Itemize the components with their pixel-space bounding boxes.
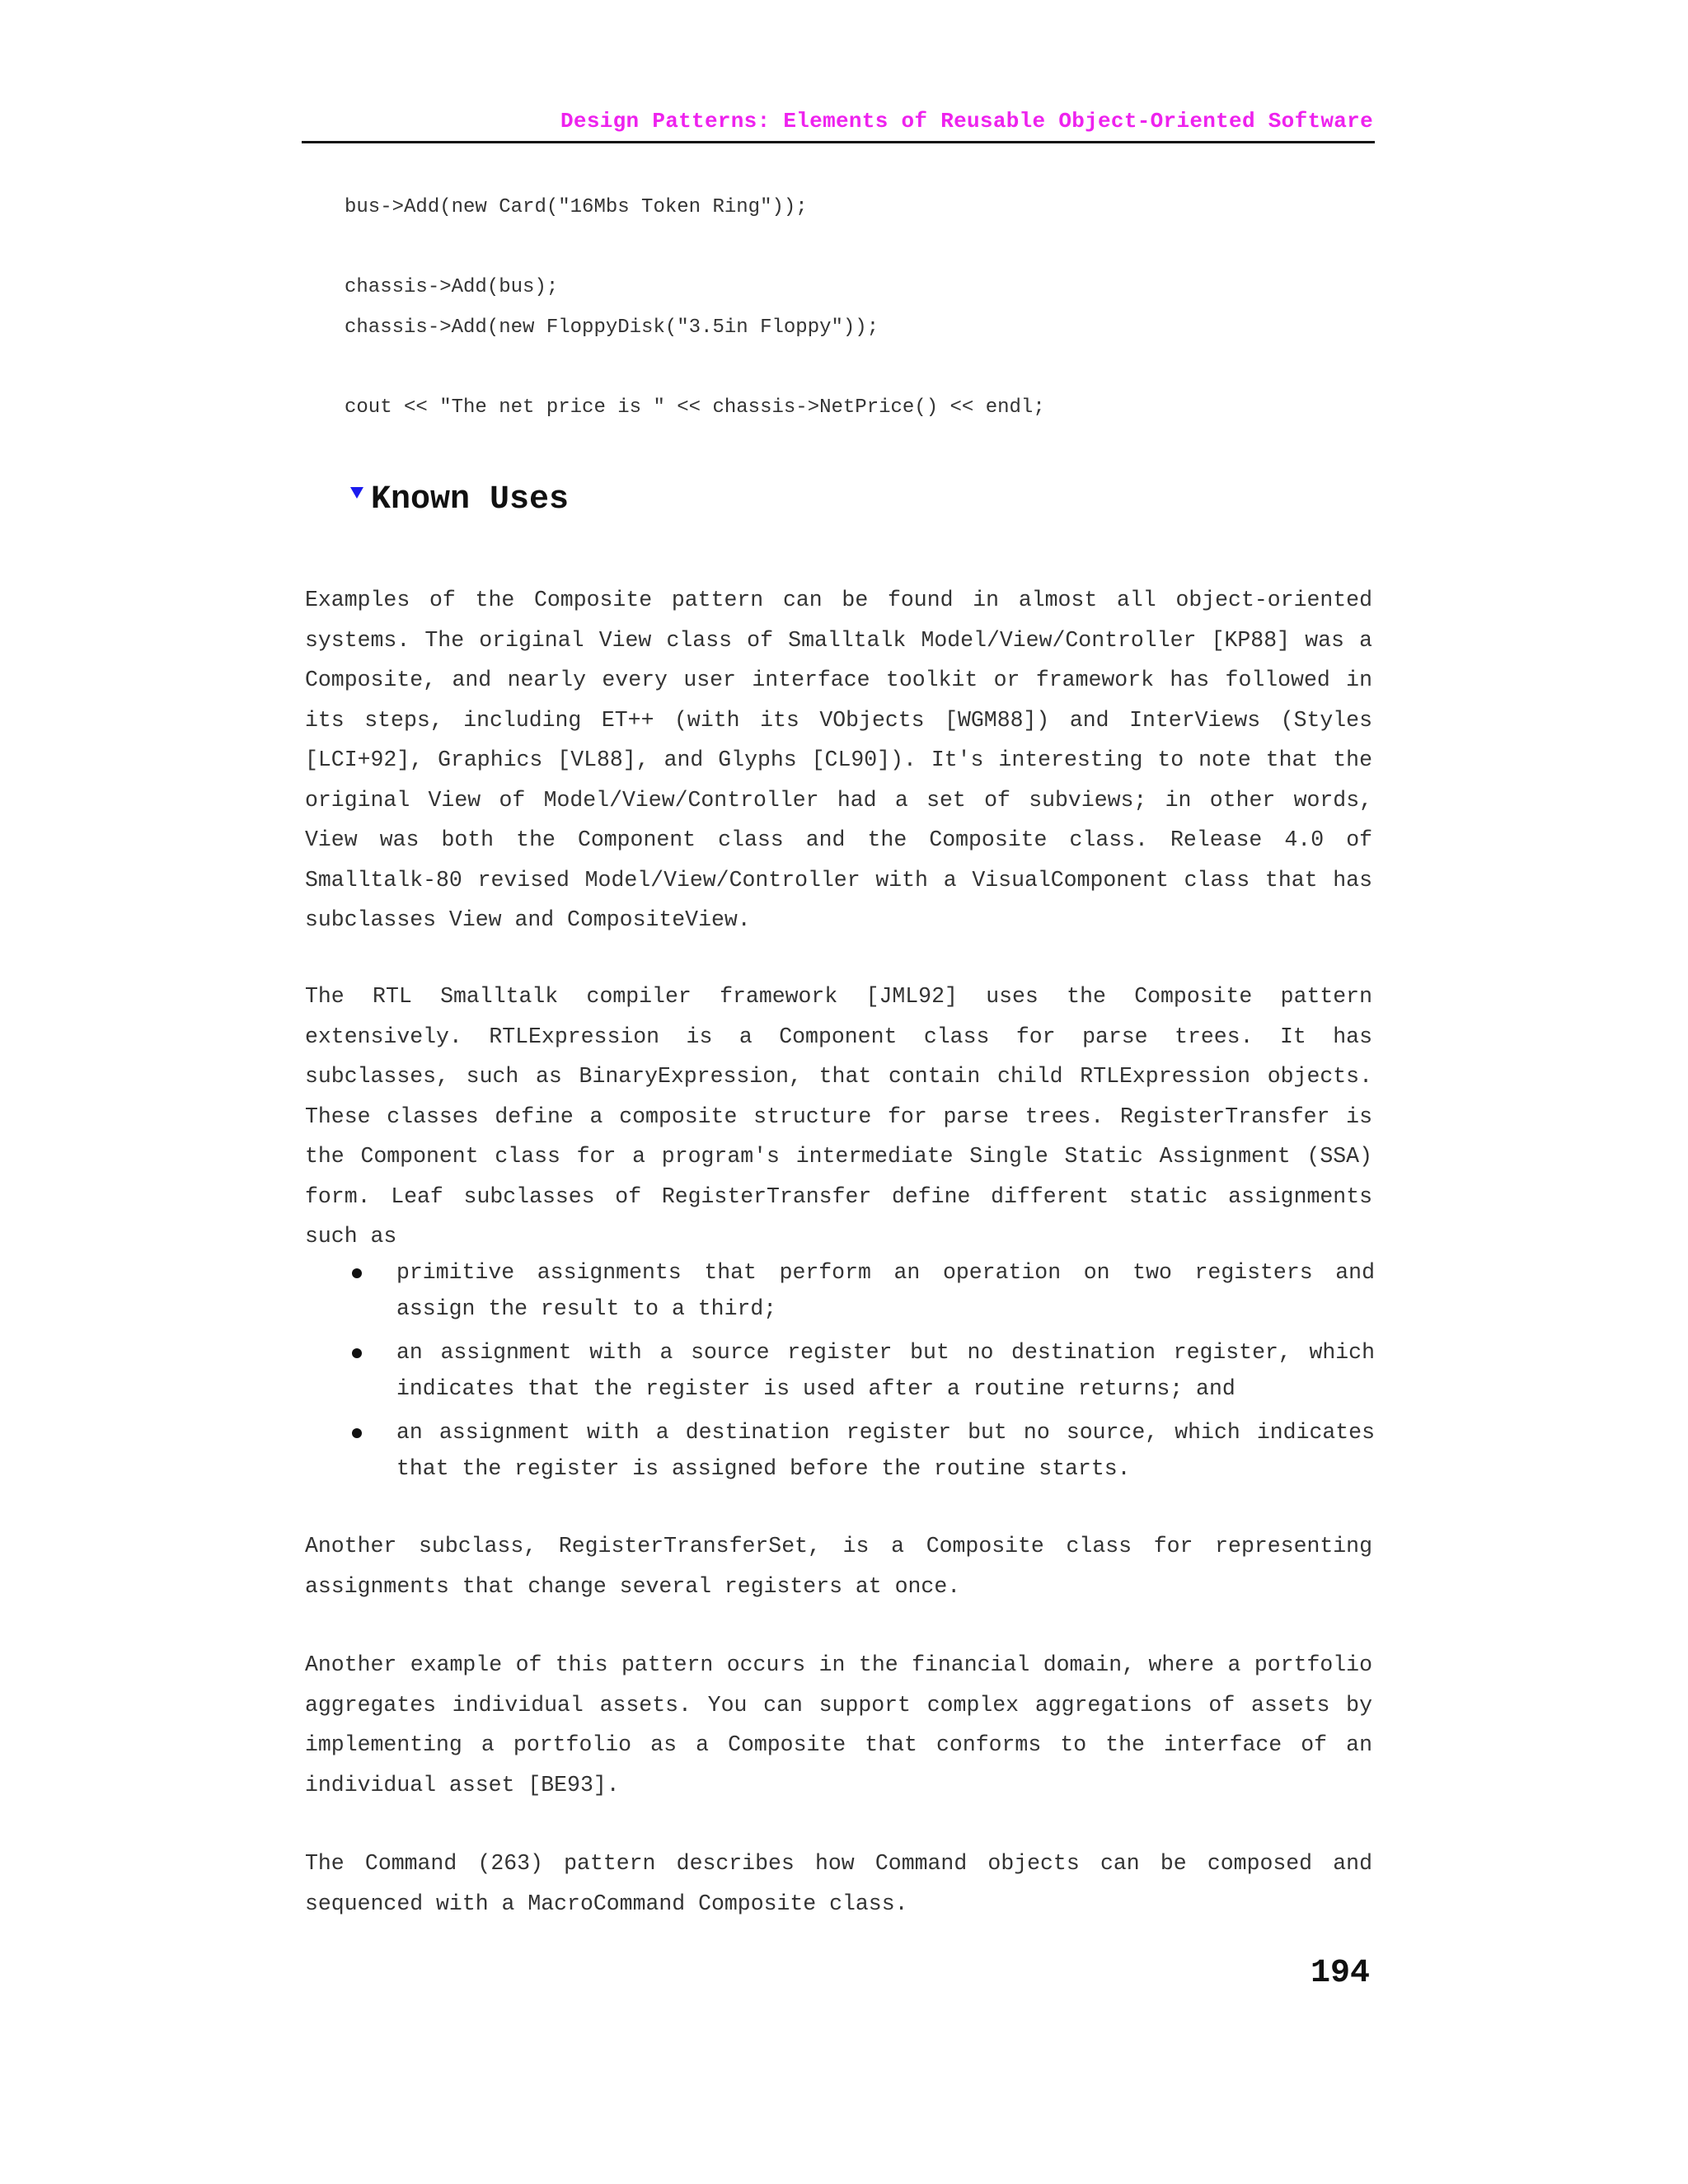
code-line: cout << "The net price is " << chassis->NetPrice() << endl;	[345, 396, 1045, 419]
paragraph-command-pattern: The Command (263) pattern describes how Command objects can be composed and sequenced with a MacroCommand Composite class.	[305, 1851, 1372, 1916]
bullet-icon	[352, 1268, 362, 1278]
bullet-icon	[352, 1348, 362, 1358]
list-item	[305, 1254, 1375, 1327]
section-heading-known-uses	[349, 481, 569, 518]
code-line-blank	[345, 348, 1367, 388]
list-item-text: an assignment with a destination register but no source, which indicates that the register is assigned before the routine starts.	[396, 1420, 1375, 1481]
paragraph-register-transfer-set: Another subclass, RegisterTransferSet, is a Composite class for representing assignments that change several registers at once.	[305, 1534, 1372, 1599]
paragraph-financial-domain: Another example of this pattern occurs in the financial domain, where a portfolio aggregates individual assets. You can support complex aggregations of assets by implementing a portfolio as a Composite that conforms to the interface of an individual asset [BE93].	[305, 1652, 1372, 1797]
bullet-icon	[352, 1428, 362, 1438]
triangle-down-icon	[349, 485, 364, 500]
running-header-title: Design Patterns: Elements of Reusable Object-Oriented Software	[560, 109, 1373, 134]
page-number: 194	[1310, 1955, 1370, 1992]
assignment-bullet-list	[305, 1254, 1375, 1494]
list-item-text: an assignment with a source register but no destination register, which indicates that the register is used after a routine returns; and	[396, 1340, 1375, 1401]
paragraph-composite-examples: Examples of the Composite pattern can be found in almost all object-oriented systems. The original View class of Smalltalk Model/View/Controller [KP88] was a Composite, and nearly every user interface toolkit or framework has followed in its steps, including ET++ (with its VObjects [WGM88]) and InterViews (Styles [LCI+92], Graphics [VL88], and Glyphs [CL90]). It's interesting to note that the original View of Model/View/Controller had a set of subviews; in other words, View was both the Component class and the Composite class. Release 4.0 of Smalltalk-80 revised Model/View/Controller with a VisualComponent class that has subclasses View and CompositeView.	[305, 588, 1372, 932]
code-block	[345, 188, 1367, 428]
code-line: chassis->Add(bus);	[345, 276, 559, 298]
list-item	[305, 1334, 1375, 1407]
code-line: bus->Add(new Card("16Mbs Token Ring"));	[345, 196, 808, 218]
paragraph-rtl-compiler: The RTL Smalltalk compiler framework [JML92] uses the Composite pattern extensively. RTLExpression is a Component class for parse trees. It has subclasses, such as BinaryExpression, that contain child RTLExpression objects. These classes define a composite structure for parse trees. RegisterTransfer is the Component class for a program's intermediate Single Static Assignment (SSA) form. Leaf subclasses of RegisterTransfer define different static assignments such as	[305, 984, 1372, 1249]
code-line: chassis->Add(new FloppyDisk("3.5in Floppy"));	[345, 316, 879, 339]
list-item-text: primitive assignments that perform an operation on two registers and assign the result to a third;	[396, 1260, 1375, 1321]
list-item	[305, 1414, 1375, 1487]
header-divider	[302, 141, 1375, 143]
section-heading-text: Known Uses	[371, 481, 570, 518]
code-line-blank	[345, 228, 1367, 269]
